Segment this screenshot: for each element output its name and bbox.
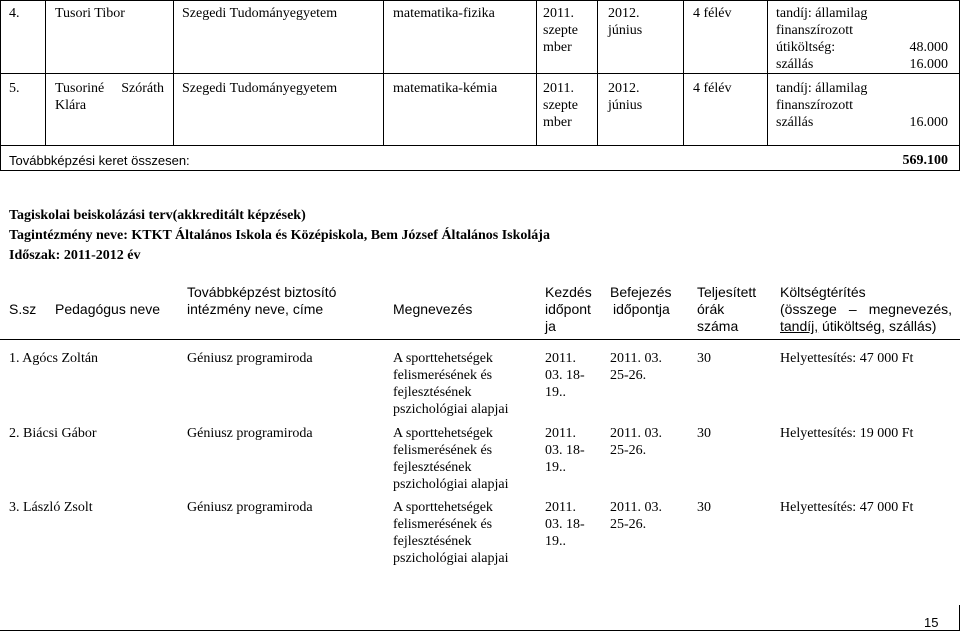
end-date-line: 25-26. xyxy=(610,517,647,532)
start-date-line: 2011. xyxy=(545,426,576,441)
cost-label: tandíj: államilag xyxy=(776,81,868,96)
end-date-line: 2011. 03. xyxy=(610,426,662,441)
cost-label: finanszírozott xyxy=(776,98,853,113)
end-date-line: 25-26. xyxy=(610,443,647,458)
course-name-line: felismerésének és xyxy=(393,368,493,383)
start-date-line: 2011. xyxy=(543,6,574,21)
row-number: 4. xyxy=(9,6,20,21)
course-name-line: fejlesztésének xyxy=(393,534,472,549)
header-start-line: ja xyxy=(545,318,556,334)
start-date-line: 2011. xyxy=(545,500,576,515)
course-name-line: A sporttehetségek xyxy=(393,351,493,366)
course-name-line: felismerésének és xyxy=(393,443,493,458)
course-name-line: fejlesztésének xyxy=(393,385,472,400)
teacher-name-line: Klára xyxy=(55,98,87,113)
end-date-line: 25-26. xyxy=(610,368,647,383)
cost-value: 16.000 xyxy=(909,115,948,130)
header-cost-line: (összege – megnevezés, xyxy=(780,301,952,317)
end-date-line: június xyxy=(608,23,643,38)
hours: 30 xyxy=(697,351,711,366)
header-hours-line: Teljesített xyxy=(697,284,757,300)
duration: 4 félév xyxy=(693,6,732,21)
teacher-name: 1. Agócs Zoltán xyxy=(9,351,99,366)
cost: Helyettesítés: 19 000 Ft xyxy=(780,426,914,441)
course-name-line: pszichológiai alapjai xyxy=(393,551,509,566)
hours: 30 xyxy=(697,500,711,515)
cost-value: 48.000 xyxy=(909,40,948,55)
heading-title: Tagiskolai beiskolázási terv(akkreditált képzések) xyxy=(9,208,306,223)
subject: matematika-fizika xyxy=(393,6,495,21)
start-date-line: 19.. xyxy=(545,534,566,549)
start-date-line: 03. 18- xyxy=(545,517,585,532)
header-start-line: Kezdés xyxy=(545,284,592,300)
header-end-line: időpontja xyxy=(613,301,670,317)
institution: Szegedi Tudományegyetem xyxy=(182,6,338,21)
header-start-line: időpont xyxy=(545,301,591,317)
subject: matematika-kémia xyxy=(393,81,498,96)
header-num: S.sz xyxy=(9,301,37,317)
end-date-line: 2012. xyxy=(608,6,640,21)
teacher-name-line: Tusoriné Szóráth xyxy=(55,81,164,96)
institution: Szegedi Tudományegyetem xyxy=(182,81,338,96)
institution: Géniusz programiroda xyxy=(187,426,313,441)
end-date-line: június xyxy=(608,98,643,113)
row-number: 5. xyxy=(9,81,20,96)
start-date-line: 2011. xyxy=(543,81,574,96)
header-hours-line: órák xyxy=(697,301,725,317)
teacher-name: Tusori Tibor xyxy=(55,6,125,21)
total-label: Továbbképzési keret összesen: xyxy=(9,153,190,168)
course-name-line: A sporttehetségek xyxy=(393,426,493,441)
cost-value: 16.000 xyxy=(909,57,948,72)
cost-label: tandíj: államilag xyxy=(776,6,868,21)
header-institution-line: Továbbképzést biztosító xyxy=(187,284,337,300)
start-date-line: 19.. xyxy=(545,460,566,475)
end-date-line: 2012. xyxy=(608,81,640,96)
course-name-line: pszichológiai alapjai xyxy=(393,477,509,492)
duration: 4 félév xyxy=(693,81,732,96)
start-date-line: 19.. xyxy=(545,385,566,400)
end-date-line: 2011. 03. xyxy=(610,500,662,515)
teacher-name: 2. Biácsi Gábor xyxy=(9,426,97,441)
header-teacher: Pedagógus neve xyxy=(55,301,161,317)
header-cost-line: Költségtérítés xyxy=(780,284,866,300)
start-date-line: mber xyxy=(543,40,572,55)
institution: Géniusz programiroda xyxy=(187,351,313,366)
cost-label: útiköltség: xyxy=(776,40,836,55)
header-institution-line: intézmény neve, címe xyxy=(187,301,324,317)
hours: 30 xyxy=(697,426,711,441)
total-value: 569.100 xyxy=(902,153,948,168)
start-date-line: 2011. xyxy=(545,351,576,366)
start-date-line: 03. 18- xyxy=(545,443,585,458)
course-name-line: fejlesztésének xyxy=(393,460,472,475)
end-date-line: 2011. 03. xyxy=(610,351,662,366)
cost-label: szállás xyxy=(776,115,814,130)
start-date-line: szepte xyxy=(543,23,578,38)
course-name-line: pszichológiai alapjai xyxy=(393,402,509,417)
heading-institution: Tagintézmény neve: KTKT Általános Iskola és Középiskola, Bem József Általános Iskolája xyxy=(9,228,550,243)
header-cost-line: tandíj, útiköltség, szállás) xyxy=(780,318,937,334)
header-end-line: Befejezés xyxy=(610,284,672,300)
course-name-line: felismerésének és xyxy=(393,517,493,532)
institution: Géniusz programiroda xyxy=(187,500,313,515)
teacher-name: 3. László Zsolt xyxy=(9,500,93,515)
cost-label: finanszírozott xyxy=(776,23,853,38)
start-date-line: 03. 18- xyxy=(545,368,585,383)
cost-label: szállás xyxy=(776,57,814,72)
course-name-line: A sporttehetségek xyxy=(393,500,493,515)
heading-period: Időszak: 2011-2012 év xyxy=(9,248,141,263)
page-number: 15 xyxy=(924,615,939,630)
header-name: Megnevezés xyxy=(393,301,473,317)
start-date-line: mber xyxy=(543,115,572,130)
footer-rule xyxy=(0,630,960,631)
cost: Helyettesítés: 47 000 Ft xyxy=(780,500,914,515)
cost: Helyettesítés: 47 000 Ft xyxy=(780,351,914,366)
header-hours-line: száma xyxy=(697,318,739,334)
start-date-line: szepte xyxy=(543,98,578,113)
